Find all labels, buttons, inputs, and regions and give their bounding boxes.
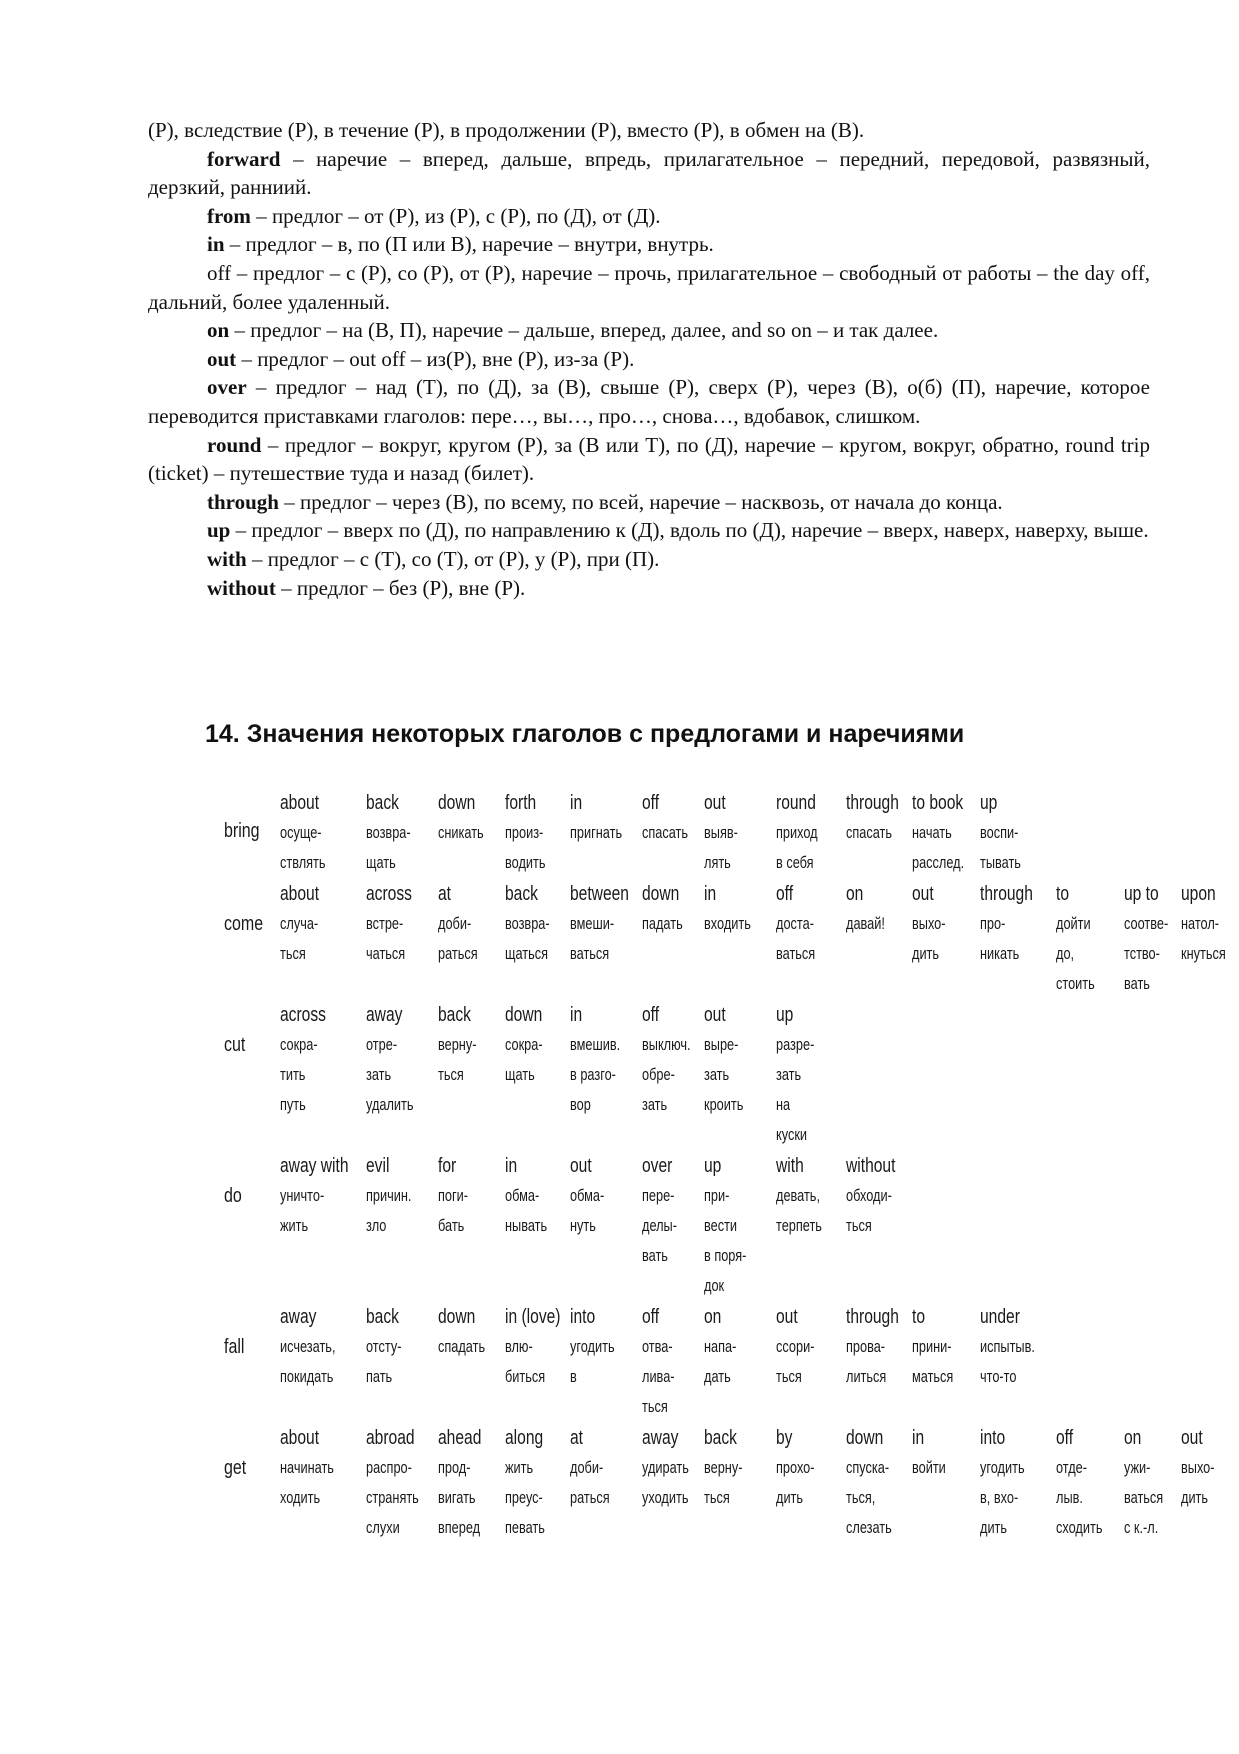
translation: обходи- ться [846, 1186, 892, 1235]
verb-entry [704, 1423, 755, 1513]
particle: back [366, 1306, 399, 1328]
translation: возвра- щаться [505, 914, 550, 963]
particle: on [704, 1306, 722, 1328]
paragraph-without: without – предлог – без (Р), вне (Р). [207, 575, 526, 600]
translation: спасать [642, 823, 689, 842]
paragraph-out: out – предлог – out off – из(Р), вне (Р), из-за (Р). [207, 346, 635, 371]
verb-entry [280, 1151, 368, 1241]
term: in [207, 232, 225, 257]
paragraph: (Р), вследствие (Р), в течение (Р), в продолжении (Р), вместо (Р), в обмен на (В). [148, 118, 865, 142]
translation: про- никать [980, 914, 1020, 963]
translation: вмеши- ваться [570, 914, 615, 963]
verb-entry [505, 788, 559, 878]
verb-entry [1181, 879, 1239, 969]
translation: спуска- ться, слезать [846, 1458, 892, 1537]
translation: возвра- щать [366, 823, 411, 872]
verb-entry [570, 1151, 616, 1241]
translation: прод- вигать вперед [438, 1458, 481, 1537]
verb-label: fall [224, 1336, 245, 1358]
translation: выяв- лять [704, 823, 738, 872]
verb-entry [846, 1302, 914, 1392]
particle: up [704, 1155, 722, 1177]
translation: удирать уходить [642, 1458, 689, 1507]
particle: to book [912, 792, 964, 814]
particle: in [570, 1004, 583, 1026]
paragraph-through: through – предлог – через (В), по всему, по всей, наречие – насквозь, от начала до конца. [207, 489, 1003, 514]
verb-entry [366, 879, 425, 969]
verb-entry [1124, 879, 1183, 999]
translation: натол- кнуться [1181, 914, 1226, 963]
particle: off [642, 792, 660, 814]
particle: back [704, 1427, 737, 1449]
translation: прова- литься [846, 1337, 887, 1386]
particle: about [280, 1427, 320, 1449]
translation: начинать ходить [280, 1458, 334, 1507]
particle: with [776, 1155, 804, 1177]
particle: down [846, 1427, 884, 1449]
verb-entry [980, 1302, 1053, 1392]
translation: сокра- тить путь [280, 1035, 318, 1114]
verb-entry [1124, 1423, 1176, 1543]
verb-entry [704, 1151, 761, 1301]
translation: случа- ться [280, 914, 319, 963]
verb-entry [366, 1151, 427, 1241]
particle: off [1056, 1427, 1074, 1449]
verb-entry [776, 788, 831, 878]
particle: to [1056, 883, 1070, 905]
particle: at [438, 883, 452, 905]
particle: about [280, 792, 320, 814]
term: round [207, 432, 262, 457]
translation: доста- ваться [776, 914, 816, 963]
particle: evil [366, 1155, 390, 1177]
particle: down [642, 883, 680, 905]
translation: произ- водить [505, 823, 546, 872]
translation: выре- зать кроить [704, 1035, 744, 1114]
translation: обма- нуть [570, 1186, 605, 1235]
particle: on [1124, 1427, 1142, 1449]
translation: начать расслед. [912, 823, 965, 872]
verb-entry [980, 879, 1048, 969]
verb-entry [505, 1423, 558, 1543]
translation: воспи- тывать [980, 823, 1021, 872]
translation: при- вести в поря- док [704, 1186, 747, 1295]
translation: испытыв. что-то [980, 1337, 1035, 1386]
term: over [207, 375, 247, 400]
particle: into [980, 1427, 1006, 1449]
particle: down [438, 792, 476, 814]
verb-entry [1056, 1423, 1118, 1543]
translation: давай! [846, 914, 885, 933]
particle: down [505, 1004, 543, 1026]
phrasal-verbs-table [224, 0, 1234, 1754]
verb-label: get [224, 1457, 247, 1479]
paragraph-on: on – предлог – на (В, П), наречие – дальше, вперед, далее, and so on – и так далее. [207, 318, 939, 343]
translation: верну- ться [704, 1458, 743, 1507]
particle: round [776, 792, 816, 814]
translation: выхо- дить [1181, 1458, 1215, 1507]
translation: распро- странять слухи [366, 1458, 419, 1537]
verb-entry [438, 879, 491, 969]
particle: away [280, 1306, 317, 1328]
particle: in [570, 792, 583, 814]
translation: отва- лива- ться [642, 1337, 675, 1416]
paragraph-in: in – предлог – в, по (П или В), наречие – внутри, внутрь. [207, 232, 714, 257]
particle: in (love) [505, 1306, 561, 1328]
translation: поги- бать [438, 1186, 469, 1235]
term: without [207, 575, 276, 600]
verb-entry [980, 788, 1035, 878]
verb-entry [846, 788, 914, 848]
particle: away [366, 1004, 403, 1026]
translation: прохо- дить [776, 1458, 815, 1507]
paragraph-up: up – предлог – вверх по (Д), по направлению к (Д), вдоль по (Д), наречие – вверх, наверх, наверху, выше. [207, 518, 1149, 543]
verb-entry [280, 1302, 354, 1392]
verb-label: come [224, 913, 264, 935]
verb-entry [704, 788, 749, 878]
verb-entry [438, 1151, 478, 1241]
translation: выключ. обре- зать [642, 1035, 691, 1114]
particle: across [366, 883, 412, 905]
particle: in [505, 1155, 518, 1177]
translation: войти [912, 1458, 946, 1477]
verb-entry [642, 788, 703, 848]
verb-entry [642, 1000, 707, 1120]
particle: in [912, 1427, 925, 1449]
term: on [207, 318, 230, 343]
section-title: 14. Значения некоторых глаголов с предлогами и наречиями [205, 720, 965, 748]
verb-entry [438, 788, 499, 848]
verb-entry [912, 1423, 957, 1483]
particle: into [570, 1306, 596, 1328]
paragraph-with: with – предлог – с (Т), со (Т), от (Р), у (Р), при (П). [207, 546, 660, 571]
verb-entry [980, 1423, 1039, 1543]
particle: about [280, 883, 320, 905]
translation: разре- зать на куски [776, 1035, 815, 1144]
translation: спадать [438, 1337, 486, 1356]
particle: without [846, 1155, 896, 1177]
verb-entry [505, 1302, 576, 1392]
translation: пригнать [570, 823, 623, 842]
particle: up to [1124, 883, 1159, 905]
particle: away with [280, 1155, 349, 1177]
term: out [207, 346, 237, 371]
particle: off [642, 1306, 660, 1328]
particle: over [642, 1155, 673, 1177]
paragraph-from: from – предлог – от (Р), из (Р), с (Р), по (Д), от (Д). [207, 203, 661, 228]
particle: off [642, 1004, 660, 1026]
term: with [207, 546, 247, 571]
verb-entry [570, 788, 639, 848]
verb-entry [438, 1302, 501, 1362]
verb-entry [505, 879, 565, 969]
translation: вмешив. в разго- вор [570, 1035, 621, 1114]
particle: off [776, 883, 794, 905]
particle: out [704, 792, 726, 814]
verb-entry [912, 788, 982, 878]
term: up [207, 518, 231, 543]
verb-entry [776, 879, 828, 969]
translation: пере- делы- вать [642, 1186, 677, 1265]
translation: отде- лыв. сходить [1056, 1458, 1103, 1537]
translation: сникать [438, 823, 484, 842]
translation: отсту- пать [366, 1337, 402, 1386]
verb-entry [846, 879, 898, 939]
term: through [207, 489, 279, 514]
particle: out [704, 1004, 726, 1026]
particle: for [438, 1155, 457, 1177]
translation: дойти до, стоить [1056, 914, 1095, 993]
verb-entry [438, 1423, 494, 1543]
translation: отре- зать удалить [366, 1035, 414, 1114]
translation: спасать [846, 823, 893, 842]
verb-entry [280, 1423, 352, 1513]
verb-entry [776, 1423, 827, 1513]
particle: at [570, 1427, 584, 1449]
verb-entry [642, 1151, 689, 1271]
paragraph-off: off – предлог – с (Р), со (Р), от (Р), наречие – прочь, прилагательное – свободный от работы – the day off, дальний, более удаленный. [148, 260, 1150, 314]
particle: abroad [366, 1427, 415, 1449]
verb-entry [1056, 879, 1108, 999]
verb-entry [704, 879, 766, 939]
verb-entry [776, 1000, 827, 1150]
verb-entry [505, 1000, 555, 1090]
verb-entry [846, 1151, 909, 1241]
translation: девать, терпеть [776, 1186, 822, 1235]
verb-entry [366, 1000, 429, 1120]
verb-entry [280, 788, 341, 878]
verb-entry [438, 1000, 489, 1090]
verb-entry [704, 1000, 757, 1120]
translation: угодить в [570, 1337, 615, 1386]
translation: доби- раться [438, 914, 478, 963]
translation: сокра- щать [505, 1035, 543, 1084]
translation: верну- ться [438, 1035, 477, 1084]
particle: along [505, 1427, 544, 1449]
verb-entry [505, 1151, 561, 1241]
particle: back [366, 792, 399, 814]
particle: out [1181, 1427, 1203, 1449]
particle: upon [1181, 883, 1216, 905]
particle: through [846, 1306, 899, 1328]
verb-entry [846, 1423, 907, 1543]
verb-entry [776, 1302, 827, 1392]
verb-entry [570, 879, 646, 969]
paragraph-round: round – предлог – вокруг, кругом (Р), за (В или Т), по (Д), наречие – кругом, вокруг, обратно, round trip (ticket) – путешествие туда и назад (билет). [148, 432, 1150, 486]
verb-entry [704, 1302, 747, 1392]
particle: up [776, 1004, 794, 1026]
paragraph-over: over – предлог – над (Т), по (Д), за (В), свыше (Р), сверх (Р), через (В), о(б) (П), наречие, которое переводится приставками глаголов: пере…, вы…, про…, снова…, вдобавок, слишком. [148, 375, 1150, 428]
verb-entry [642, 1423, 705, 1513]
translation: приход в себя [776, 823, 818, 872]
particle: to [912, 1306, 926, 1328]
verb-entry [570, 1423, 623, 1513]
verb-entry [366, 1302, 413, 1392]
verb-entry [570, 1000, 637, 1120]
particle: up [980, 792, 998, 814]
translation: выхо- дить [912, 914, 946, 963]
translation: встре- чаться [366, 914, 406, 963]
particle: under [980, 1306, 1020, 1328]
verb-entry [366, 788, 426, 878]
particle: out [776, 1306, 798, 1328]
translation: падать [642, 914, 683, 933]
verb-label: bring [224, 820, 260, 842]
particle: back [438, 1004, 471, 1026]
translation: жить преус- певать [505, 1458, 545, 1537]
verb-entry [280, 879, 331, 969]
verb-entry [280, 1000, 339, 1120]
particle: away [642, 1427, 679, 1449]
particle: back [505, 883, 538, 905]
particle: out [912, 883, 934, 905]
translation: ужи- ваться с к.-л. [1124, 1458, 1164, 1537]
particle: forth [505, 792, 537, 814]
translation: соотве- тство- вать [1124, 914, 1169, 993]
particle: by [776, 1427, 793, 1449]
verb-entry [366, 1423, 436, 1543]
particle: in [704, 883, 717, 905]
translation: осуще- ствлять [280, 823, 326, 872]
term: from [207, 203, 251, 228]
translation: угодить в, вхо- дить [980, 1458, 1025, 1537]
particle: across [280, 1004, 326, 1026]
verb-entry [1181, 1423, 1226, 1513]
translation: ссори- ться [776, 1337, 815, 1386]
translation: входить [704, 914, 751, 933]
translation: исчезать, покидать [280, 1337, 336, 1386]
translation: обма- нывать [505, 1186, 548, 1235]
verb-label: do [224, 1185, 242, 1207]
verb-label: cut [224, 1034, 246, 1056]
translation: уничто- жить [280, 1186, 325, 1235]
particle: through [980, 883, 1033, 905]
verb-entry [642, 879, 696, 939]
particle: through [846, 792, 899, 814]
translation: доби- раться [570, 1458, 610, 1507]
paragraph-forward: forward – наречие – вперед, дальше, впредь, прилагательное – передний, передовой, развязный, дерзкий, ранниий. [148, 146, 1150, 200]
translation: влю- биться [505, 1337, 546, 1386]
particle: between [570, 883, 629, 905]
term: forward [207, 146, 281, 171]
verb-entry [776, 1151, 837, 1241]
translation: напа- дать [704, 1337, 737, 1386]
particle: ahead [438, 1427, 482, 1449]
verb-entry [642, 1302, 685, 1422]
particle: down [438, 1306, 476, 1328]
translation: прини- маться [912, 1337, 954, 1386]
verb-entry [912, 879, 957, 969]
translation: причин. зло [366, 1186, 412, 1235]
particle: on [846, 883, 864, 905]
verb-entry [570, 1302, 629, 1392]
verb-entry [912, 1302, 967, 1392]
particle: out [570, 1155, 592, 1177]
